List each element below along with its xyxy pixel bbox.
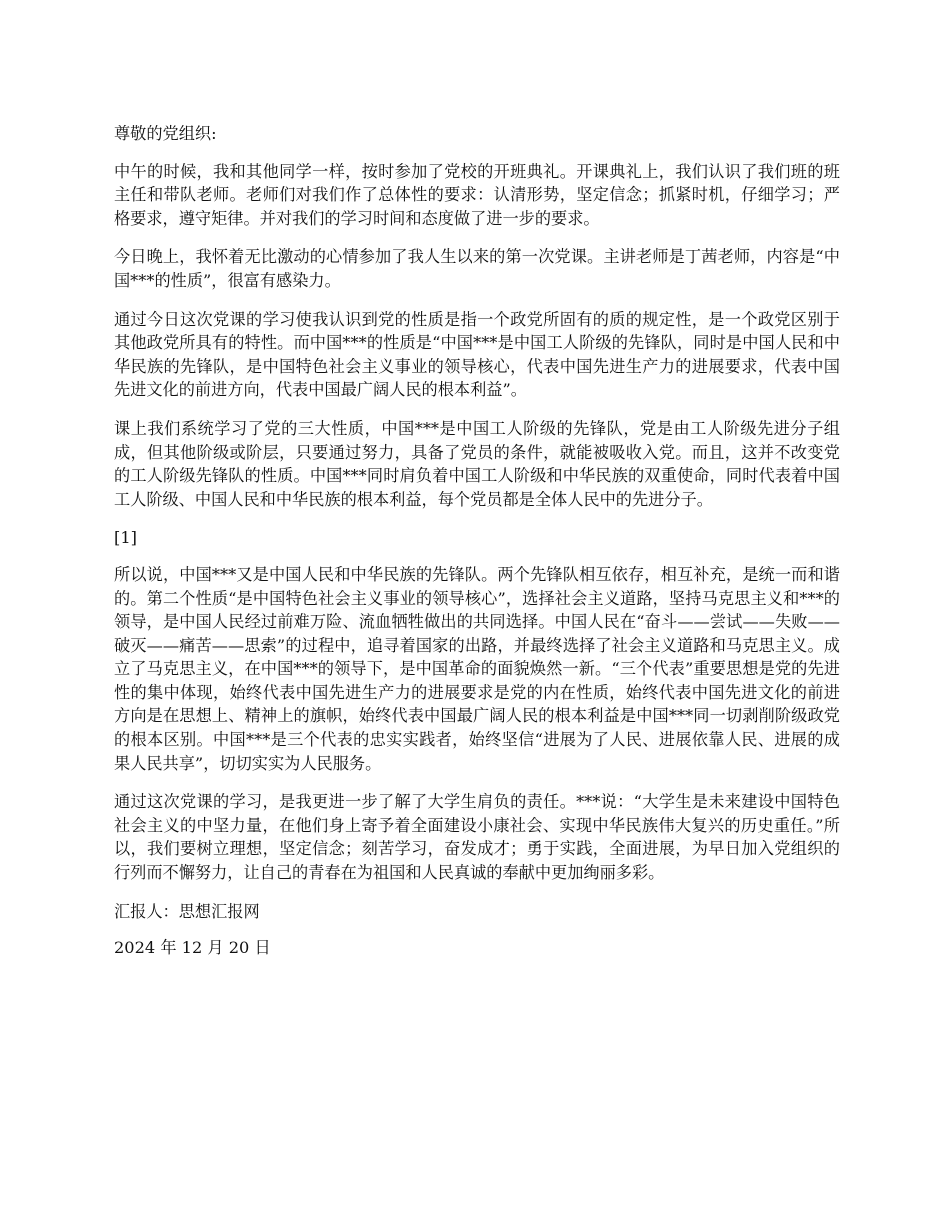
footnote-marker: [1] [114,528,137,548]
paragraph-3: 通过今日这次党课的学习使我认识到党的性质是指一个政党所固有的质的规定性，是一个政党区别于其他政党所具有的特性。而中国***的性质是“中国***是中国工人阶级的先锋队，同时是中国人民和中华民族的先锋队，是中国特色社会主义事业的领导核心，代表中国先进生产力的进展要求，代表中国先进文化的前进方向，代表中国最广阔人民的根本利益”。 [114,309,840,400]
paragraph-1: 中午的时候，我和其他同学一样，按时参加了党校的开班典礼。开课典礼上，我们认识了我们班的班主任和带队老师。老师们对我们作了总体性的要求：认清形势，坚定信念；抓紧时机，仔细学习；严格要求，遵守矩律。并对我们的学习时间和态度做了进一步的要求。 [114,161,840,228]
paragraph-4: 课上我们系统学习了党的三大性质，中国***是中国工人阶级的先锋队，党是由工人阶级先进分子组成，但其他阶级或阶层，只要通过努力，具备了党员的条件，就能被吸收入党。而且，这并不改变党的工人阶级先锋队的性质。中国***同时肩负着中国工人阶级和中华民族的双重使命，同时代表着中国工人阶级、中国人民和中华民族的根本利益，每个党员都是全体人民中的先进分子。 [114,418,840,509]
date: 2024 年 12 月 20 日 [114,938,271,958]
signature: 汇报人：思想汇报网 [114,901,260,921]
paragraph-2: 今日晚上，我怀着无比激动的心情参加了我人生以来的第一次党课。主讲老师是丁茜老师，内容是“中国***的性质”，很富有感染力。 [114,247,840,290]
document-page [114,122,840,975]
paragraph-5: 所以说，中国***又是中国人民和中华民族的先锋队。两个先锋队相互依存，相互补充，是统一而和谐的。第二个性质“是中国特色社会主义事业的领导核心”，选择社会主义道路，坚持马克思主义和***的领导，是中国人民经过前难万险、流血牺牲做出的共同选择。中国人民在“奋斗——尝试——失败——破灭——痛苦——思索”的过程中，追寻着国家的出路，并最终选择了社会主义道路和马克思主义。成立了马克思主义，在中国***的领导下，是中国革命的面貌焕然一新。“三个代表”重要思想是党的先进性的集中体现，始终代表中国先进生产力的进展要求是党的内在性质，始终代表中国先进文化的前进方向是在思想上、精神上的旗帜，始终代表中国最广阔人民的根本利益是中国***同一切剥削阶级政党的根本区别。中国***是三个代表的忠实实践者，始终坚信“进展为了人民、进展依靠人民、进展的成果人民共享”，切切实实为人民服务。 [114,564,840,773]
paragraph-6: 通过这次党课的学习，是我更进一步了解了大学生肩负的责任。***说：“大学生是未来建设中国特色社会主义的中坚力量，在他们身上寄予着全面建设小康社会、实现中华民族伟大复兴的历史重任。”所以，我们要树立理想，坚定信念；刻苦学习，奋发成才；勇于实践，全面进展，为早日加入党组织的行列而不懈努力，让自己的青春在为祖国和人民真诚的奉献中更加绚丽多彩。 [114,792,840,883]
salutation: 尊敬的党组织: [114,124,217,143]
